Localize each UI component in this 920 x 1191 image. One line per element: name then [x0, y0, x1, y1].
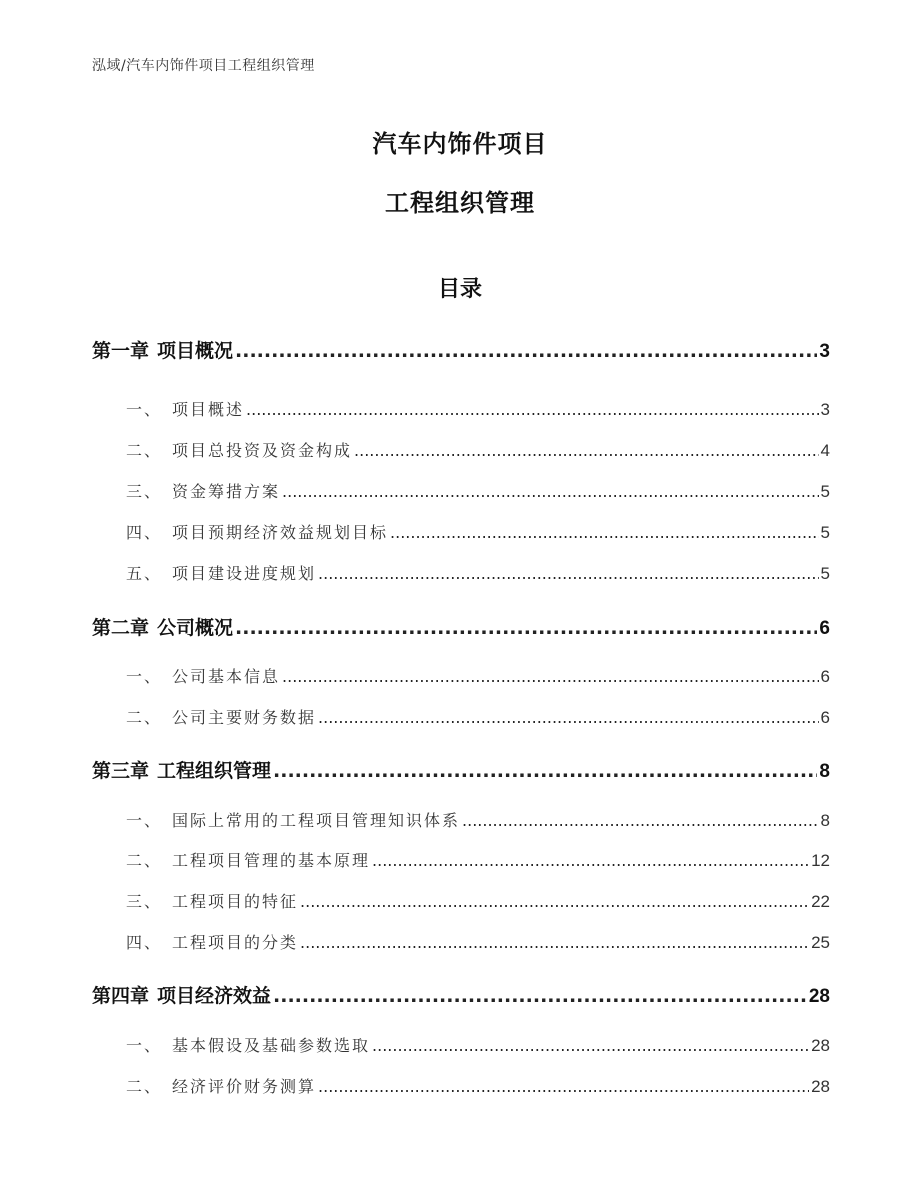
dot-leader	[273, 760, 817, 782]
page-number: 6	[820, 667, 830, 686]
page-number: 5	[820, 564, 830, 583]
toc-chapter-4[interactable]	[92, 981, 830, 1008]
toc-section-1-4[interactable]	[126, 520, 830, 543]
document-title-line2: 工程组织管理	[385, 189, 535, 217]
dot-leader	[235, 340, 817, 362]
dot-leader	[462, 811, 819, 830]
dot-leader	[235, 617, 817, 639]
dot-leader	[273, 985, 807, 1007]
toc-section-4-1[interactable]	[126, 1033, 830, 1056]
toc-section-3-2[interactable]	[126, 848, 830, 871]
toc-section-2-2[interactable]	[126, 705, 830, 728]
chapter-number: 第四章	[92, 985, 150, 1007]
toc-chapter-3[interactable]	[92, 756, 830, 783]
page-number: 28	[811, 1077, 830, 1096]
page-number: 28	[811, 1036, 830, 1055]
dot-leader	[246, 400, 819, 419]
chapter-number: 第二章	[92, 617, 150, 639]
section-title: 项目建设进度规划	[172, 564, 317, 583]
chapter-title: 公司概况	[157, 617, 234, 639]
section-number: 三、	[126, 892, 163, 911]
section-title: 公司基本信息	[172, 667, 281, 686]
toc-chapter-2[interactable]	[92, 613, 830, 640]
toc-section-1-3[interactable]	[126, 479, 830, 502]
document-title-line1: 汽车内饰件项目	[372, 130, 548, 158]
chapter-number: 第三章	[92, 760, 150, 782]
section-number: 一、	[126, 1036, 163, 1055]
section-number: 四、	[126, 933, 163, 952]
chapter-title: 工程组织管理	[157, 760, 272, 782]
dot-leader	[354, 441, 819, 460]
running-header: 泓域/汽车内饰件项目工程组织管理	[92, 58, 315, 74]
section-number: 一、	[126, 811, 163, 830]
dot-leader	[300, 892, 809, 911]
page-number: 6	[819, 618, 830, 639]
toc-section-1-2[interactable]	[126, 438, 830, 461]
page-number: 8	[819, 761, 830, 782]
page-number: 4	[820, 441, 830, 460]
section-title: 基本假设及基础参数选取	[172, 1036, 371, 1055]
page-number: 5	[820, 523, 830, 542]
toc-section-1-1[interactable]	[126, 397, 830, 420]
dot-leader	[318, 708, 819, 727]
page-number: 3	[820, 400, 830, 419]
toc-section-4-2[interactable]	[126, 1074, 830, 1097]
section-title: 国际上常用的工程项目管理知识体系	[172, 811, 461, 830]
dot-leader	[282, 482, 819, 501]
toc-section-3-1[interactable]	[126, 808, 830, 831]
dot-leader	[372, 851, 809, 870]
dot-leader	[300, 933, 809, 952]
section-title: 资金筹措方案	[172, 482, 281, 501]
toc-heading: 目录	[437, 277, 482, 302]
dot-leader	[318, 1077, 809, 1096]
section-title: 项目预期经济效益规划目标	[172, 523, 389, 542]
chapter-number: 第一章	[92, 340, 150, 362]
page-number: 22	[811, 892, 830, 911]
section-title: 工程项目管理的基本原理	[172, 851, 371, 870]
section-number: 二、	[126, 851, 163, 870]
section-title: 工程项目的分类	[172, 933, 299, 952]
section-number: 二、	[126, 441, 163, 460]
page-number: 28	[808, 986, 830, 1007]
page-number: 25	[811, 933, 830, 952]
section-title: 项目概述	[172, 400, 245, 419]
section-number: 一、	[126, 400, 163, 419]
section-number: 二、	[126, 1077, 163, 1096]
toc-section-3-4[interactable]	[126, 930, 830, 953]
section-number: 五、	[126, 564, 163, 583]
page-number: 5	[820, 482, 830, 501]
chapter-title: 项目经济效益	[157, 985, 272, 1007]
page-number: 12	[811, 851, 830, 870]
dot-leader	[318, 564, 819, 583]
section-title: 公司主要财务数据	[172, 708, 317, 727]
section-title: 工程项目的特征	[172, 892, 299, 911]
dot-leader	[372, 1036, 809, 1055]
section-title: 经济评价财务测算	[172, 1077, 317, 1096]
toc-section-3-3[interactable]	[126, 889, 830, 912]
dot-leader	[390, 523, 819, 542]
dot-leader	[282, 667, 819, 686]
section-number: 二、	[126, 708, 163, 727]
section-number: 四、	[126, 523, 163, 542]
toc-section-2-1[interactable]	[126, 664, 830, 687]
toc-chapter-1[interactable]	[92, 336, 830, 363]
page-number: 8	[820, 811, 830, 830]
section-number: 一、	[126, 667, 163, 686]
section-title: 项目总投资及资金构成	[172, 441, 353, 460]
chapter-title: 项目概况	[157, 340, 234, 362]
section-number: 三、	[126, 482, 163, 501]
page-number: 3	[819, 341, 830, 362]
page-number: 6	[820, 708, 830, 727]
toc-section-1-5[interactable]	[126, 561, 830, 584]
